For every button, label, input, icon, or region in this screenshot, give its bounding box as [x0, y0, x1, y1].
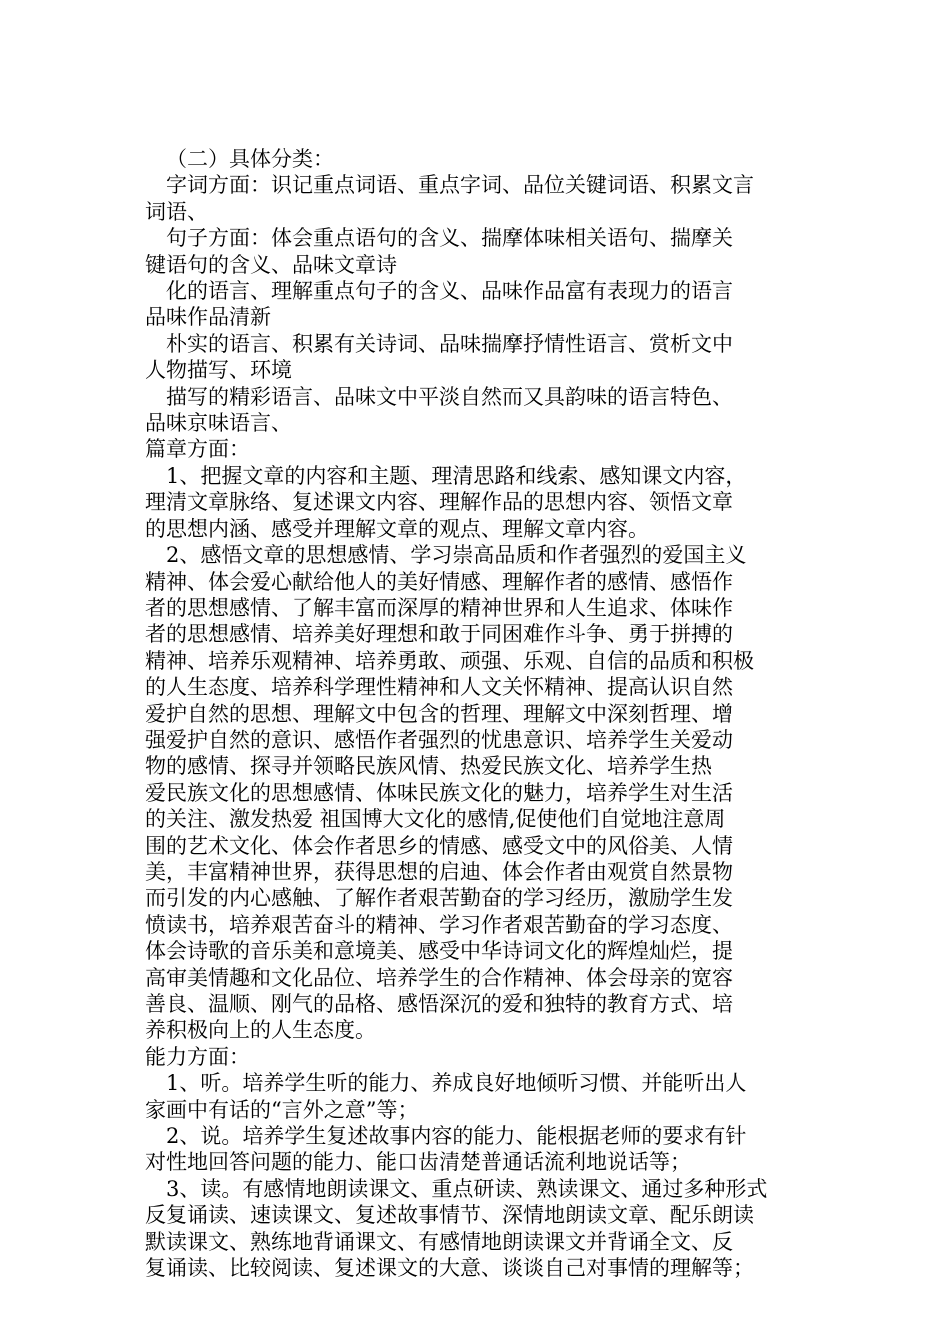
text-line: 爱民族文化的思想感情、体味民族文化的魅力，培养学生对生活 [145, 780, 733, 805]
text-line: 化的语言、理解重点句子的含义、品味作品富有表现力的语言 [166, 279, 733, 304]
text-line: 美，丰富精神世界，获得思想的启迪、体会作者由观赏自然景物 [145, 859, 733, 884]
text-line: 2、说。培养学生复述故事内容的能力、能根据老师的要求有针 [166, 1124, 747, 1149]
text-line: 复诵读、比较阅读、复述课文的大意、谈谈自己对事情的理解等； [145, 1256, 754, 1281]
text-line: 爱护自然的思想、理解文中包含的哲理、理解文中深刻哲理、增 [145, 701, 733, 726]
text-line: 高审美情趣和文化品位、培养学生的合作精神、体会母亲的宽容 [145, 965, 733, 990]
text-line: 物的感情、探寻并领略民族风情、热爱民族文化、培养学生热 [145, 754, 712, 779]
text-line: 家画中有话的“言外之意”等； [145, 1097, 419, 1122]
text-line: 词语、 [145, 199, 208, 224]
text-line: 能力方面： [145, 1044, 250, 1069]
text-line: 字词方面：识记重点词语、重点字词、品位关键词语、积累文言 [166, 173, 754, 198]
text-line: 品味作品清新 [145, 305, 271, 330]
text-line: 围的艺术文化、体会作者思乡的情感、感受文中的风俗美、人情 [145, 833, 733, 858]
text-line: 2、感悟文章的思想感情、学习崇高品质和作者强烈的爱国主义 [166, 543, 747, 568]
text-line: 人物描写、环境 [145, 358, 292, 383]
text-line: 键语句的含义、品味文章诗 [145, 252, 397, 277]
text-line: 反复诵读、速读课文、复述故事情节、深情地朗读文章、配乐朗读 [145, 1203, 754, 1228]
text-line: 对性地回答问题的能力、能口齿清楚普通话流利地说话等； [145, 1150, 691, 1175]
text-line: 句子方面：体会重点语句的含义、揣摩体味相关语句、揣摩关 [166, 226, 733, 251]
text-line: 1、把握文章的内容和主题、理清思路和线索、感知课文内容， [166, 463, 747, 488]
text-line: 善良、温顺、刚气的品格、感悟深沉的爱和独特的教育方式、培 [145, 992, 733, 1016]
text-line: 篇章方面： [145, 437, 250, 462]
text-line: （二）具体分类： [166, 147, 334, 171]
text-line: 精神、体会爱心献给他人的美好情感、理解作者的感情、感悟作 [145, 569, 733, 594]
text-line: 者的思想感情、培养美好理想和敢于同困难作斗争、勇于拼搏的 [145, 622, 733, 647]
text-line: 理清文章脉络、复述课文内容、理解作品的思想内容、领悟文章 [145, 490, 733, 515]
text-line: 而引发的内心感触、了解作者艰苦勤奋的学习经历，激励学生发 [145, 886, 733, 911]
text-line: 的人生态度、培养科学理性精神和人文关怀精神、提高认识自然 [145, 675, 733, 700]
text-line: 的关注、激发热爱 祖国博大文化的感情,促使他们自觉地注意周 [145, 807, 726, 832]
text-line: 愤读书，培养艰苦奋斗的精神、学习作者艰苦勤奋的学习态度、 [145, 912, 733, 937]
text-line: 描写的精彩语言、品味文中平淡自然而又具韵味的语言特色、 [166, 384, 733, 409]
document-page [145, 146, 810, 1281]
text-line: 3、读。有感情地朗读课文、重点研读、熟读课文、通过多种形式 [166, 1176, 768, 1201]
text-line: 养积极向上的人生态度。 [145, 1018, 376, 1043]
text-line: 的思想内涵、感受并理解文章的观点、理解文章内容。 [145, 516, 649, 541]
text-line: 默读课文、熟练地背诵课文、有感情地朗读课文并背诵全文、反 [145, 1229, 733, 1254]
text-line: 精神、培养乐观精神、培养勇敢、顽强、乐观、自信的品质和积极 [145, 648, 754, 673]
text-line: 品味京味语言、 [145, 411, 292, 436]
text-line: 强爱护自然的意识、感悟作者强烈的忧患意识、培养学生关爱动 [145, 727, 733, 752]
text-line: 朴实的语言、积累有关诗词、品味揣摩抒情性语言、赏析文中 [166, 331, 733, 356]
text-line: 者的思想感情、了解丰富而深厚的精神世界和人生追求、体味作 [145, 595, 733, 620]
text-line: 体会诗歌的音乐美和意境美、感受中华诗词文化的辉煌灿烂，提 [145, 939, 733, 964]
text-line: 1、听。培养学生听的能力、养成良好地倾听习惯、并能听出人 [166, 1071, 747, 1096]
